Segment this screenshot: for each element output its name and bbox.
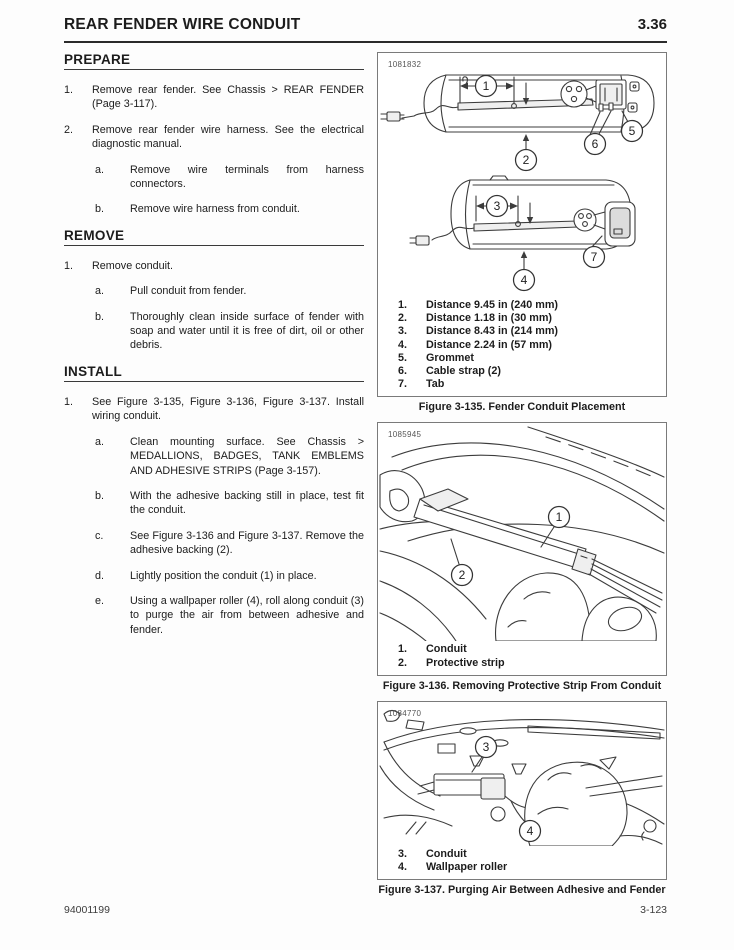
substep-text: Clean mounting surface. See Chassis > MEDALLIONS, BADGES, TANK EMBLEMS AND ADHESIVE STRIPS (Page 3-157). [130, 435, 364, 477]
step-text: See Figure 3-135, Figure 3-136, Figure 3-137. Install wiring conduit. [92, 395, 364, 423]
svg-text:2: 2 [522, 153, 530, 167]
substep-letter: a. [95, 163, 105, 176]
substep [95, 435, 364, 478]
figure-3-135 [377, 52, 667, 414]
substep-text: See Figure 3-136 and Figure 3-137. Remove the adhesive backing (2). [130, 529, 364, 557]
figure-column [377, 52, 667, 905]
substep [95, 529, 364, 558]
figure-id: 1084770 [388, 708, 422, 718]
line-art [380, 427, 664, 641]
figure-3-136 [377, 422, 667, 692]
substep-text: Thoroughly clean inside surface of fender with soap and water until it is free of dirt, oil or other debris. [130, 310, 364, 352]
substep [95, 202, 364, 216]
step-text: Remove rear fender. See Chassis > REAR FENDER (Page 3-117). [92, 84, 364, 111]
page-footer [64, 904, 667, 916]
legend-item: 2. Protective strip [398, 656, 505, 669]
substep-text: Lightly position the conduit (1) in place. [130, 569, 317, 582]
fig137-legend [378, 846, 666, 879]
svg-text:4: 4 [520, 273, 528, 287]
figure-3-136-box [377, 422, 667, 675]
callout-7 [584, 247, 605, 268]
substep-text: Pull conduit from fender. [130, 285, 247, 298]
svg-text:1: 1 [555, 510, 563, 525]
purging-air-drawing [378, 702, 666, 846]
svg-text:3: 3 [493, 199, 501, 213]
legend-item: 4. Wallpaper roller [398, 861, 508, 874]
callout-2 [516, 150, 537, 171]
figure-3-137 [377, 701, 667, 897]
section-heading-remove: REMOVE [64, 228, 364, 246]
legend-item: 3. Distance 8.43 in (214 mm) [398, 325, 559, 338]
svg-text:2: 2 [458, 568, 466, 583]
substep-letter: b. [95, 489, 105, 502]
page-number: 3-123 [640, 904, 667, 916]
step-number: 1. [64, 84, 74, 96]
substep [95, 594, 364, 637]
callout-6 [585, 134, 606, 155]
step-number: 1. [64, 259, 74, 272]
substep-text: Remove wire harness from conduit. [130, 203, 300, 216]
fender-conduit-placement-drawing [378, 53, 666, 297]
text-column [64, 52, 364, 905]
legend-item: 5. Grommet [398, 351, 474, 364]
step-text: Remove rear fender wire harness. See the electrical diagnostic manual. [92, 123, 364, 151]
substep-letter: b. [95, 203, 105, 216]
content-columns [64, 52, 667, 905]
line-art [381, 75, 654, 269]
substep-text: With the adhesive backing still in place, test fit the conduit. [130, 489, 364, 517]
substep [95, 569, 364, 583]
figure-caption: Figure 3-136. Removing Protective Strip From Conduit [382, 679, 662, 692]
page-header [64, 16, 667, 34]
figure-id: 1085945 [388, 430, 422, 440]
substep-text: Using a wallpaper roller (4), roll along conduit (3) to purge the air from between adhesive and fender. [130, 594, 364, 636]
svg-text:1: 1 [482, 79, 490, 93]
substep-text: Remove wire terminals from harness connectors. [130, 163, 364, 191]
figure-3-137-box [377, 701, 667, 880]
legend-item: 4. Distance 2.24 in (57 mm) [398, 338, 553, 351]
svg-text:4: 4 [526, 823, 534, 838]
substep-letter: a. [95, 285, 105, 298]
step [64, 123, 364, 152]
substep [95, 163, 364, 192]
callout-5 [622, 121, 643, 142]
svg-text:5: 5 [628, 124, 636, 138]
callout-3 [487, 196, 508, 217]
header-rule [64, 41, 667, 43]
substep [95, 489, 364, 518]
step-text: Remove conduit. [92, 259, 174, 272]
legend-item: 6. Cable strap (2) [398, 365, 501, 378]
legend-item: 2. Distance 1.18 in (30 mm) [398, 312, 553, 325]
callout-4 [520, 820, 541, 841]
legend-item: 1. Distance 9.45 in (240 mm) [398, 299, 559, 311]
substep [95, 310, 364, 353]
legend-item: 7. Tab [398, 378, 445, 391]
figure-caption: Figure 3-137. Purging Air Between Adhesive and Fender [378, 884, 666, 897]
legend-item: 3. Conduit [398, 847, 467, 860]
svg-text:3: 3 [482, 739, 490, 754]
substep-letter: b. [95, 310, 105, 323]
figure-caption: Figure 3-135. Fender Conduit Placement [418, 401, 626, 414]
figure-id: 1081832 [388, 60, 422, 69]
figure-3-135-box [377, 52, 667, 397]
step-number: 1. [64, 395, 74, 408]
fig135-legend [378, 297, 666, 396]
step [64, 83, 364, 112]
step [64, 259, 364, 273]
step [64, 395, 364, 424]
substep [95, 284, 364, 298]
section-number: 3.36 [637, 16, 667, 33]
substep-letter: c. [95, 529, 104, 542]
fig136-legend [378, 641, 666, 674]
svg-text:6: 6 [591, 137, 599, 151]
substep-letter: d. [95, 569, 105, 582]
removing-protective-strip-drawing [378, 423, 666, 641]
section-heading-prepare: PREPARE [64, 52, 364, 70]
page-title: REAR FENDER WIRE CONDUIT [64, 16, 301, 33]
legend-item: 1. Conduit [398, 643, 467, 656]
section-heading-install: INSTALL [64, 364, 364, 382]
substep-letter: e. [95, 594, 105, 607]
callout-1 [549, 507, 570, 528]
svg-text:7: 7 [590, 250, 598, 264]
callout-2 [452, 565, 473, 586]
step-number: 2. [64, 123, 74, 136]
callout-3 [476, 736, 497, 757]
document-number: 94001199 [64, 904, 110, 916]
callout-1 [476, 76, 497, 97]
substep-letter: a. [95, 435, 105, 448]
callout-4 [514, 270, 535, 291]
